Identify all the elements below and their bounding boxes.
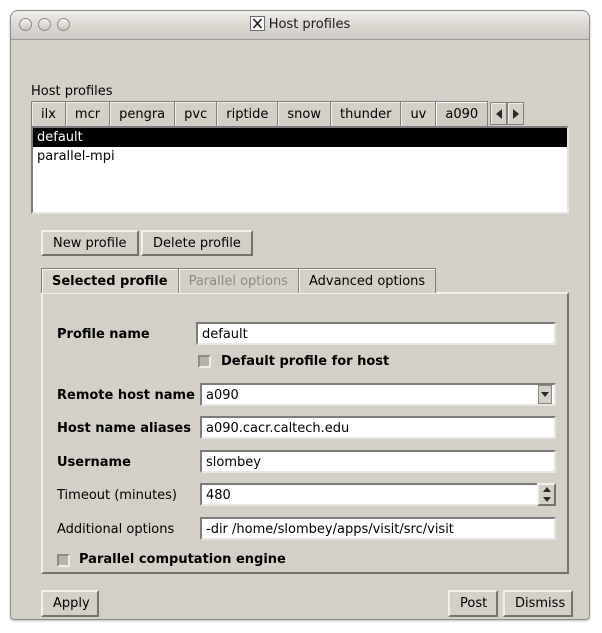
profile-list[interactable] bbox=[31, 126, 569, 214]
tab-parallel-options[interactable]: Parallel options bbox=[178, 268, 299, 293]
parallel-engine-checkbox[interactable] bbox=[57, 554, 70, 567]
host-profiles-heading: Host profiles bbox=[31, 84, 113, 99]
x-window-icon bbox=[250, 16, 265, 31]
parallel-engine-label: Parallel computation engine bbox=[79, 552, 286, 567]
host-tab-snow[interactable]: snow bbox=[277, 101, 331, 126]
host-profiles-window bbox=[10, 10, 590, 620]
selected-profile-panel bbox=[41, 292, 569, 574]
window-title-text: Host profiles bbox=[268, 17, 351, 32]
remote-host-name-dropdown[interactable] bbox=[538, 385, 552, 404]
host-tab-strip bbox=[31, 100, 571, 126]
delete-profile-button[interactable]: Delete profile bbox=[141, 230, 253, 256]
host-tab-riptide[interactable]: riptide bbox=[216, 101, 278, 126]
host-tab-pengra[interactable]: pengra bbox=[109, 101, 175, 126]
list-item[interactable]: default bbox=[33, 128, 567, 147]
username-input[interactable]: slombey bbox=[200, 450, 556, 473]
host-name-aliases-label: Host name aliases bbox=[57, 421, 191, 436]
host-tab-ilx[interactable]: ilx bbox=[31, 101, 66, 126]
tab-advanced-options[interactable]: Advanced options bbox=[298, 268, 436, 293]
host-tab-pvc[interactable]: pvc bbox=[174, 101, 217, 126]
window-title-area bbox=[11, 11, 589, 39]
remote-host-name-label: Remote host name bbox=[57, 388, 195, 403]
host-tab-a090[interactable]: a090 bbox=[435, 101, 488, 126]
profile-name-label: Profile name bbox=[57, 327, 150, 342]
window-content bbox=[11, 40, 589, 620]
notebook-tab-strip bbox=[41, 268, 435, 293]
triangle-left-icon bbox=[496, 109, 502, 119]
post-button[interactable]: Post bbox=[448, 590, 498, 617]
host-tab-thunder[interactable]: thunder bbox=[330, 101, 401, 126]
window-titlebar bbox=[11, 11, 589, 40]
triangle-up-icon[interactable] bbox=[543, 487, 551, 492]
list-item[interactable]: parallel-mpi bbox=[37, 149, 115, 164]
host-tab-scroll-buttons bbox=[490, 101, 524, 126]
host-name-aliases-input[interactable]: a090.cacr.caltech.edu bbox=[200, 416, 556, 439]
dismiss-button[interactable]: Dismiss bbox=[503, 590, 573, 617]
scroll-left-button[interactable] bbox=[490, 102, 507, 125]
scroll-right-button[interactable] bbox=[507, 102, 524, 125]
remote-host-name-input[interactable]: a090 bbox=[200, 383, 556, 406]
timeout-stepper[interactable] bbox=[537, 483, 556, 506]
host-tab-mcr[interactable]: mcr bbox=[65, 101, 110, 126]
profile-name-input[interactable]: default bbox=[196, 322, 556, 345]
tab-selected-profile[interactable]: Selected profile bbox=[41, 268, 179, 293]
username-label: Username bbox=[57, 455, 131, 470]
triangle-down-icon[interactable] bbox=[543, 497, 551, 502]
timeout-input[interactable]: 480 bbox=[200, 483, 556, 506]
chevron-down-icon bbox=[541, 392, 549, 397]
default-profile-checkbox[interactable] bbox=[198, 355, 211, 368]
apply-button[interactable]: Apply bbox=[41, 590, 99, 617]
additional-options-label: Additional options bbox=[57, 522, 175, 537]
default-profile-label: Default profile for host bbox=[221, 354, 390, 369]
triangle-right-icon bbox=[513, 109, 519, 119]
host-tab-uv[interactable]: uv bbox=[400, 101, 436, 126]
additional-options-input[interactable]: -dir /home/slombey/apps/visit/src/visit bbox=[200, 517, 556, 540]
timeout-label: Timeout (minutes) bbox=[57, 488, 178, 503]
new-profile-button[interactable]: New profile bbox=[41, 230, 139, 256]
